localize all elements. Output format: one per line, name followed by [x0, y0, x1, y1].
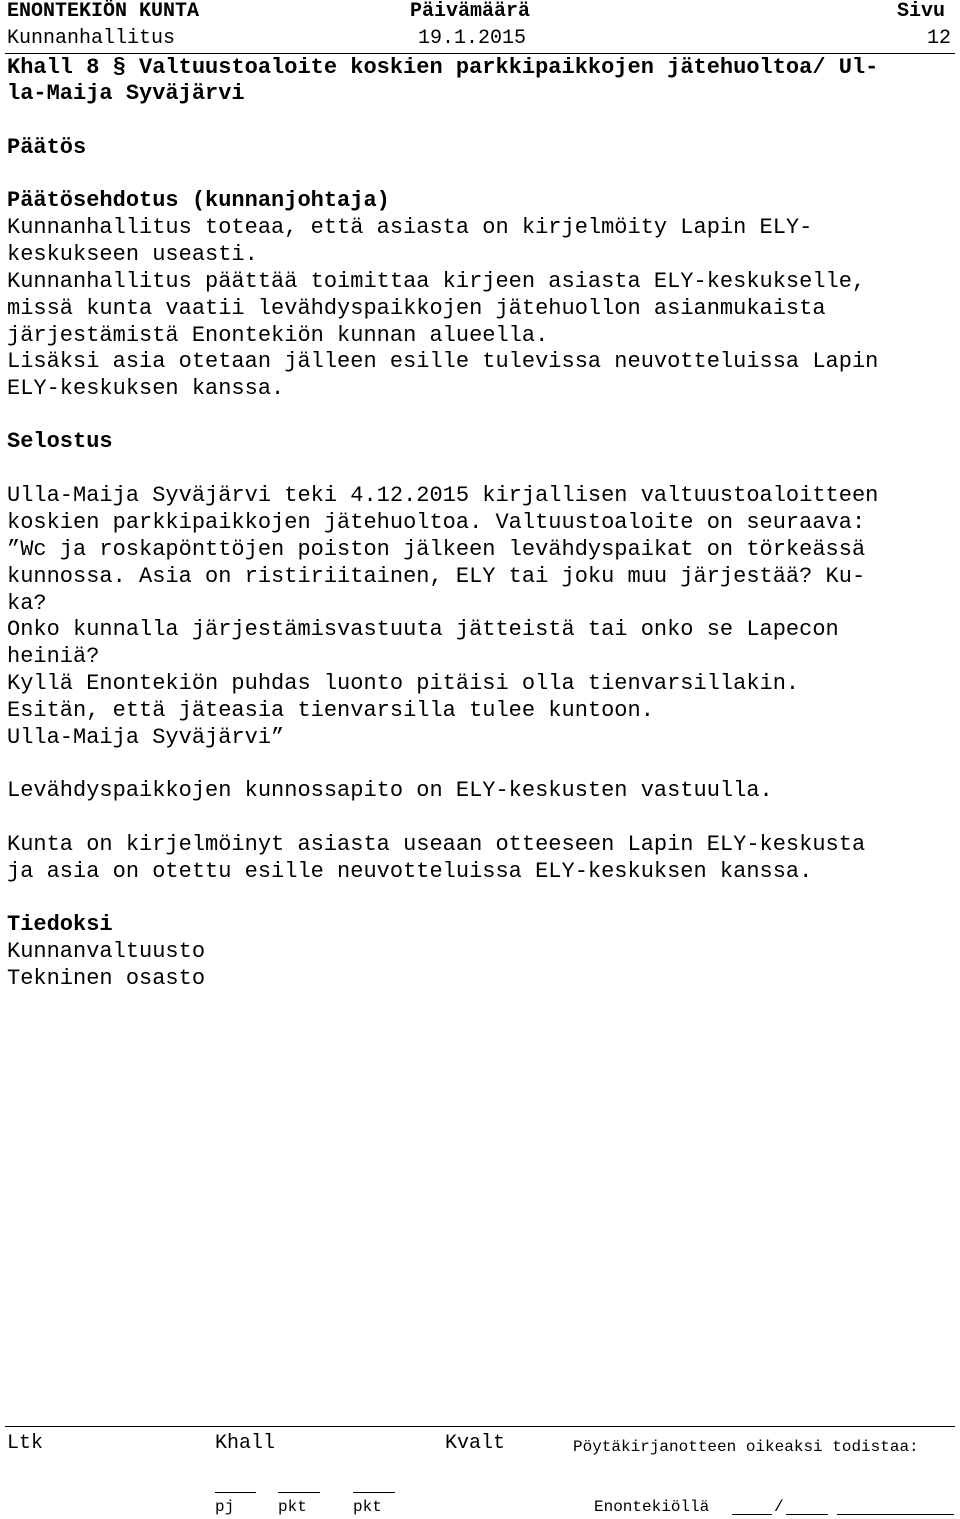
explanation-line: Ulla-Maija Syväjärvi” — [7, 725, 285, 750]
decision-line: Kunnanhallitus toteaa, että asiasta on kirjelmöity Lapin ELY- — [7, 215, 813, 240]
decision-line: Lisäksi asia otetaan jälleen esille tulevissa neuvotteluissa Lapin — [7, 349, 879, 374]
decision-line: keskukseen useasti. — [7, 242, 258, 267]
decision-heading: Päätös — [7, 135, 87, 160]
distribution-recipient: Kunnanvaltuusto — [7, 939, 206, 964]
distribution-heading: Tiedoksi — [7, 912, 113, 937]
date-label: Päivämäärä — [410, 0, 531, 23]
pkt1-signature-line — [278, 1492, 320, 1493]
footer-pj: pj — [215, 1498, 235, 1516]
agenda-title-line-1 — [7, 55, 878, 81]
meeting-body: Kunnanhallitus — [7, 27, 176, 50]
month-blank-line — [786, 1514, 828, 1515]
page-label: Sivu — [897, 0, 946, 23]
footer-kvalt: Kvalt — [445, 1432, 506, 1455]
day-blank-line — [732, 1514, 772, 1515]
agenda-title-text: Valtuustoaloite koskien parkkipaikkojen jätehuoltoa/ Ul- — [139, 55, 879, 80]
agenda-title-line-2: la-Maija Syväjärvi — [7, 81, 245, 106]
header-rule — [5, 53, 955, 54]
footer-pkt-1: pkt — [278, 1498, 307, 1516]
decision-line: missä kunta vaatii levähdyspaikkojen jätehuollon asianmukaista — [7, 296, 826, 321]
proposal-heading: Päätösehdotus (kunnanjohtaja) — [7, 188, 390, 213]
footer-ltk: Ltk — [7, 1432, 44, 1455]
explanation-line: kunnossa. Asia on ristiriitainen, ELY tai joku muu järjestää? Ku- — [7, 564, 866, 589]
pkt2-signature-line — [353, 1492, 395, 1493]
explanation-line: heiniä? — [7, 644, 100, 669]
footer-khall: Khall — [215, 1432, 276, 1455]
pj-signature-line — [215, 1492, 256, 1493]
footer-certify-label: Pöytäkirjanotteen oikeaksi todistaa: — [573, 1438, 919, 1456]
agenda-item-number: Khall 8 — [7, 55, 100, 80]
explanation-line: Onko kunnalla järjestämisvastuuta jätteistä tai onko se Lapecon — [7, 617, 839, 642]
correspondence-line: Kunta on kirjelmöinyt asiasta useaan otteeseen Lapin ELY-keskusta — [7, 832, 866, 857]
section-sign: § — [112, 55, 126, 80]
explanation-line: Ulla-Maija Syväjärvi teki 4.12.2015 kirjallisen valtuustoaloitteen — [7, 483, 879, 508]
distribution-recipient: Tekninen osasto — [7, 966, 206, 991]
explanation-line: ka? — [7, 591, 47, 616]
signature-blank-line — [837, 1514, 954, 1515]
decision-line: Kunnanhallitus päättää toimittaa kirjeen asiasta ELY-keskukselle, — [7, 269, 866, 294]
page-number: 12 — [927, 27, 952, 50]
explanation-line: Esitän, että jäteasia tienvarsilla tulee kuntoon. — [7, 698, 654, 723]
footer-rule — [5, 1426, 955, 1427]
footer-place: Enontekiöllä — [594, 1498, 710, 1516]
explanation-line: Kyllä Enontekiön puhdas luonto pitäisi olla tienvarsillakin. — [7, 671, 800, 696]
decision-line: ELY-keskuksen kanssa. — [7, 376, 285, 401]
municipality-name: ENONTEKIÖN KUNTA — [7, 0, 200, 23]
correspondence-line: ja asia on otettu esille neuvotteluissa ELY-keskuksen kanssa. — [7, 859, 813, 884]
explanation-heading: Selostus — [7, 429, 113, 454]
meeting-date: 19.1.2015 — [418, 27, 527, 50]
explanation-line: ”Wc ja roskapönttöjen poiston jälkeen levähdyspaikat on törkeässä — [7, 537, 866, 562]
footer-pkt-2: pkt — [353, 1498, 382, 1516]
date-slash: / — [774, 1498, 784, 1516]
maintenance-paragraph: Levähdyspaikkojen kunnossapito on ELY-keskusten vastuulla. — [7, 778, 773, 803]
decision-line: järjestämistä Enontekiön kunnan alueella. — [7, 323, 549, 348]
explanation-line: koskien parkkipaikkojen jätehuoltoa. Valtuustoaloite on seuraava: — [7, 510, 866, 535]
